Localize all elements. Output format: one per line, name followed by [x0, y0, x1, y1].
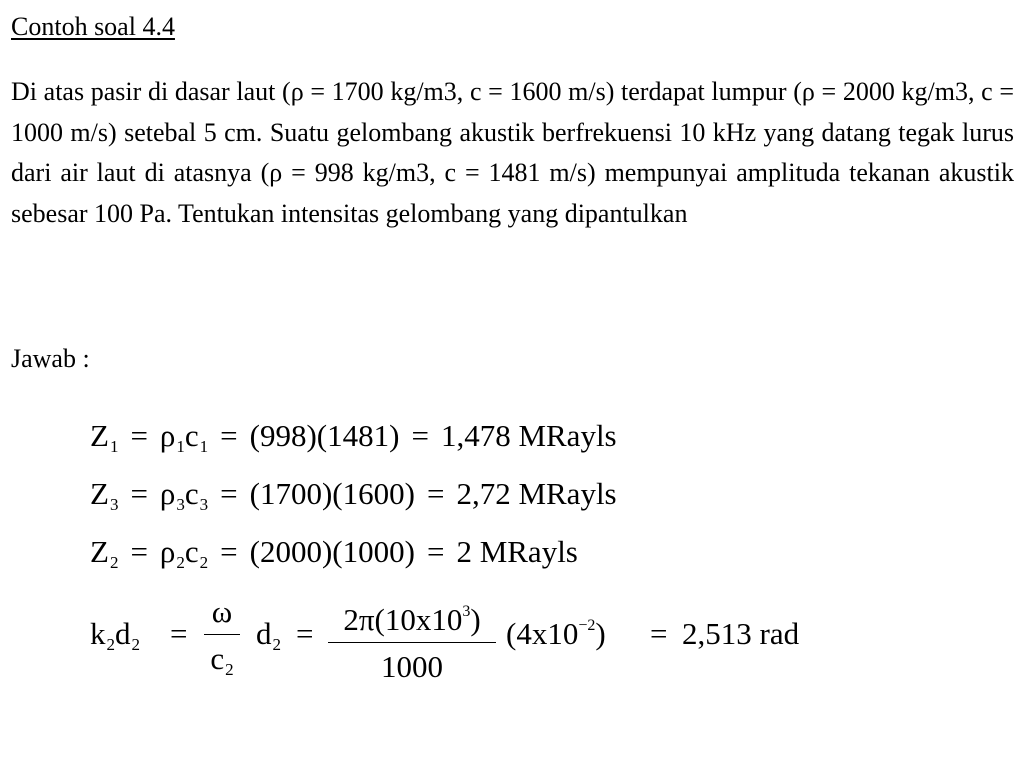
equals-sign: =	[220, 476, 238, 511]
equals-sign: =	[130, 418, 148, 453]
eq2-lhs: $Z_3$	[90, 476, 119, 514]
equals-sign: =	[411, 418, 429, 453]
eq4-fraction-main	[328, 594, 496, 685]
equals-sign: =	[170, 616, 188, 651]
answer-label: Jawab :	[11, 344, 90, 373]
equation-z1	[90, 416, 617, 467]
fraction-numerator: ω	[211, 594, 233, 629]
eq3-rho-c: $\rho_2c_2$	[159, 534, 209, 572]
example-title: Contoh soal 4.4	[11, 12, 175, 41]
equals-sign: =	[650, 616, 668, 651]
eq3-result: 2 MRayls	[456, 534, 578, 569]
equals-sign: =	[220, 534, 238, 569]
equals-sign: =	[220, 418, 238, 453]
equals-sign: =	[296, 616, 314, 651]
fraction-numerator: $2\pi(10x10^3)$	[343, 602, 481, 637]
fraction-bar	[328, 642, 496, 643]
eq4-factor: $(4x10^{-2})$	[506, 616, 606, 651]
equation-z2	[90, 532, 578, 583]
eq4-result: 2,513 rad	[682, 616, 800, 651]
eq4-fraction-omega-c	[204, 594, 240, 688]
equals-sign: =	[426, 534, 445, 569]
eq1-rho-c: $\rho_1c_1$	[159, 418, 209, 456]
eq1-expr: (998)(1481)	[249, 418, 400, 453]
eq2-rho-c: $\rho_3c_3$	[159, 476, 209, 514]
equation-z3	[90, 474, 617, 525]
eq1-result: 1,478 MRayls	[440, 418, 617, 453]
eq3-expr: (2000)(1000)	[249, 534, 415, 569]
eq4-lhs: $k_2d_2$	[90, 616, 140, 654]
equals-sign: =	[426, 476, 445, 511]
eq4-d2: $d_2$	[256, 616, 281, 654]
eq1-lhs: $Z_1$	[90, 418, 119, 456]
eq3-lhs: $Z_2$	[90, 534, 119, 572]
eq2-result: 2,72 MRayls	[456, 476, 617, 511]
eq2-expr: (1700)(1600)	[249, 476, 415, 511]
fraction-denominator: 1000	[381, 649, 443, 684]
fraction-denominator: $c_2$	[210, 641, 234, 679]
problem-statement: Di atas pasir di dasar laut (ρ = 1700 kg/m3, c = 1600 m/s) terdapat lumpur (ρ = 2000 kg/m3, c = 1000 m/s) setebal 5 cm. Suatu gelombang akustik berfrekuensi 10 kHz yang datang tegak lurus dari air laut di atasnya (ρ = 998 kg/m3, c = 1481 m/s) mempunyai amplituda tekanan akustik sebesar 100 Pa. Tentukan intensitas gelombang yang dipantulkan	[11, 77, 1014, 228]
fraction-bar	[204, 634, 240, 635]
equals-sign: =	[130, 476, 148, 511]
equals-sign: =	[130, 534, 148, 569]
